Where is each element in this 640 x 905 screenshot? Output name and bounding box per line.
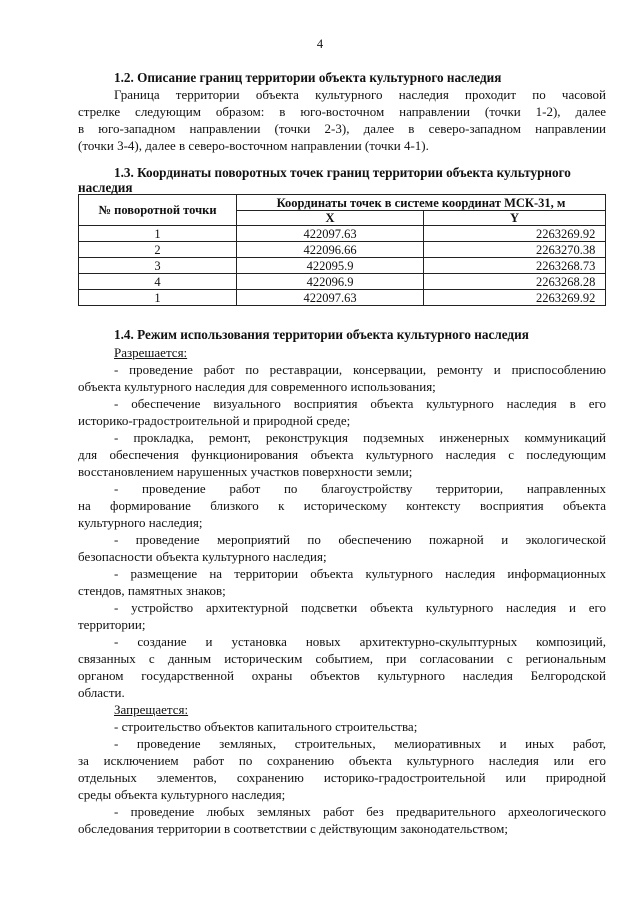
y-header: Y [424, 211, 606, 226]
x-cell: 422096.9 [237, 274, 424, 290]
point-cell: 2 [79, 242, 237, 258]
table-row [79, 290, 606, 306]
table-row [79, 226, 606, 242]
point-number-header: № поворотной точки [79, 195, 237, 226]
x-header: X [237, 211, 424, 226]
y-cell: 2263269.92 [424, 290, 606, 306]
forbidden-item-line: - строительство объектов капитального строительства; [114, 719, 418, 734]
point-cell: 1 [79, 226, 237, 242]
allowed-item-line: на формирование близкого к историческому контексту восприятия объекта [78, 498, 606, 513]
allowed-item-line: - прокладка, ремонт, реконструкция подземных инженерных коммуникаций [114, 430, 606, 445]
y-cell: 2263269.92 [424, 226, 606, 242]
y-cell: 2263268.73 [424, 258, 606, 274]
x-cell: 422097.63 [237, 290, 424, 306]
section-1-4-heading: 1.4. Режим использования территории объекта культурного наследия [114, 327, 529, 342]
section-1-2-line: в юго-западном направлении (точки 2-3), далее в северо-западном направлении [78, 121, 606, 136]
y-cell: 2263270.38 [424, 242, 606, 258]
allowed-item-line: - обеспечение визуального восприятия объекта культурного наследия в его [114, 396, 606, 411]
forbidden-item-line: - проведение любых земляных работ без предварительного археологического [114, 804, 606, 819]
allowed-item-line: - размещение на территории объекта культурного наследия информационных [114, 566, 606, 581]
section-1-2-line: стрелке следующим образом: в юго-восточном направлении (точки 1-2), далее [78, 104, 606, 119]
section-1-2-heading: 1.2. Описание границ территории объекта культурного наследия [114, 70, 502, 85]
x-cell: 422095.9 [237, 258, 424, 274]
x-cell: 422096.66 [237, 242, 424, 258]
forbidden-item-line: отдельных элементов, сохранению историко-градостроительной или природной [78, 770, 606, 785]
allowed-item-line: культурного наследия; [78, 515, 203, 530]
allowed-item-line: связанных с данным историческим событием, при согласовании с региональным [78, 651, 606, 666]
allowed-label: Разрешается: [114, 345, 188, 360]
allowed-item-line: области. [78, 685, 125, 700]
forbidden-item-line: обследования территории в соответствии с действующим законодательством; [78, 821, 508, 836]
point-cell: 4 [79, 274, 237, 290]
allowed-item-line: - устройство архитектурной подсветки объекта культурного наследия и его [114, 600, 606, 615]
allowed-item-line: безопасности объекта культурного наследия; [78, 549, 327, 564]
allowed-item-line: - создание и установка новых архитектурно-скульптурных композиций, [114, 634, 606, 649]
allowed-item-line: территории; [78, 617, 146, 632]
forbidden-item-line: - проведение земляных, строительных, мелиоративных и иных работ, [114, 736, 606, 751]
allowed-item-line: - проведение работ по реставрации, консервации, ремонту и приспособлению [114, 362, 606, 377]
y-cell: 2263268.28 [424, 274, 606, 290]
allowed-item-line: органом государственной охраны объектов культурного наследия Белгородской [78, 668, 606, 683]
allowed-item-line: восстановлением нарушенных участков поверхности земли; [78, 464, 413, 479]
section-1-2-line: (точки 3-4), далее в северо-восточном направлении (точки 4-1). [78, 138, 429, 153]
forbidden-item-line: за исключением работ по сохранению объекта культурного наследия или его [78, 753, 606, 768]
coordinates-table [78, 194, 606, 306]
allowed-item-line: для обеспечения функционирования объекта культурного наследия с последующим [78, 447, 606, 462]
allowed-item-line: - проведение мероприятий по обеспечению пожарной и экологической [114, 532, 606, 547]
coordinates-header: Координаты точек в системе координат МСК-31, м [237, 195, 606, 211]
x-cell: 422097.63 [237, 226, 424, 242]
table-row [79, 258, 606, 274]
point-cell: 1 [79, 290, 237, 306]
allowed-item-line: стендов, памятных знаков; [78, 583, 226, 598]
section-1-3-heading: 1.3. Координаты поворотных точек границ территории объекта культурного [114, 165, 571, 180]
section-1-2-line: Граница территории объекта культурного наследия проходит по часовой [114, 87, 606, 102]
allowed-item-line: историко-градостроительной и природной среде; [78, 413, 351, 428]
point-cell: 3 [79, 258, 237, 274]
allowed-item-line: объекта культурного наследия для современного использования; [78, 379, 436, 394]
table-row [79, 274, 606, 290]
allowed-item-line: - проведение работ по благоустройству территории, направленных [114, 481, 606, 496]
forbidden-item-line: среды объекта культурного наследия; [78, 787, 286, 802]
page-number: 4 [316, 37, 324, 51]
forbidden-label: Запрещается: [114, 702, 189, 717]
section-1-3-heading-cont: наследия [78, 180, 133, 195]
table-row [79, 242, 606, 258]
